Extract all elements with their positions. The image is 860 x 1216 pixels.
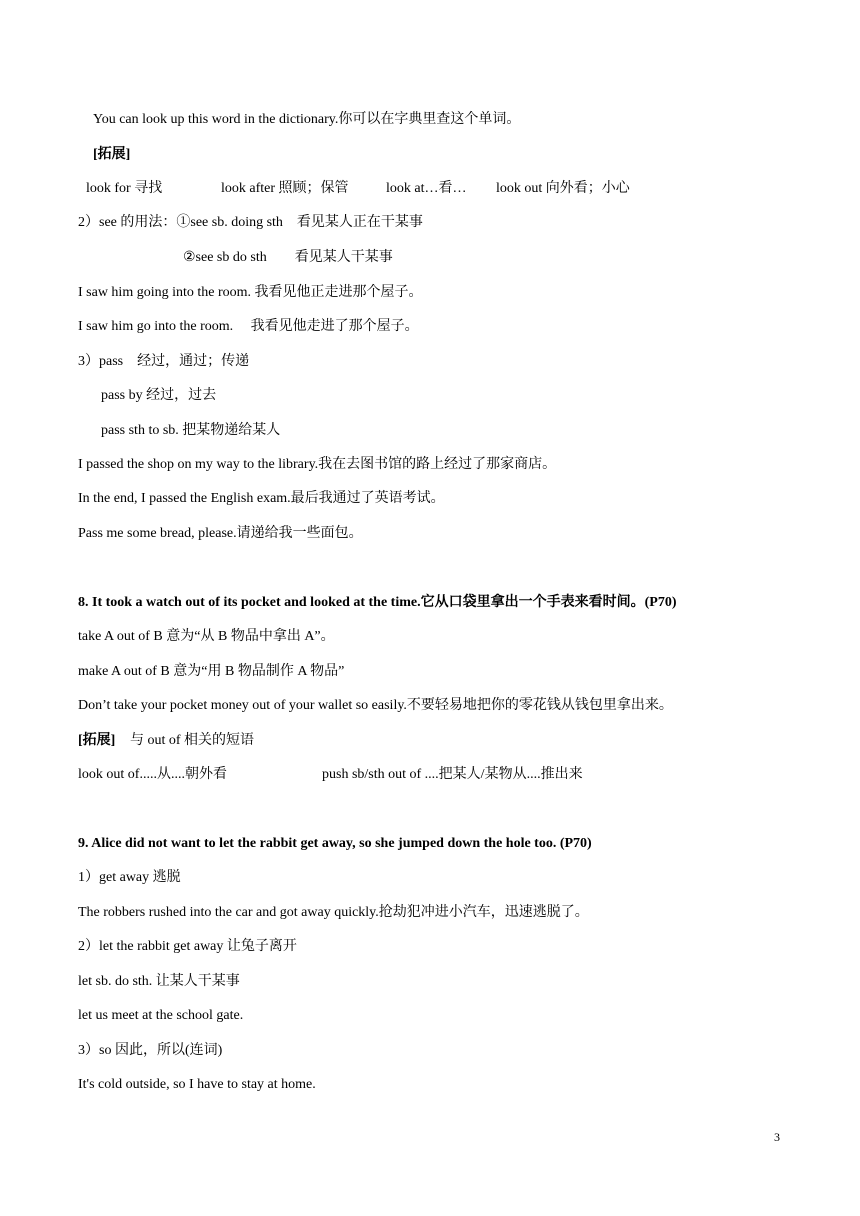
extension-description: 与 out of 相关的短语 — [130, 733, 255, 748]
extension-label: [拓展] — [78, 733, 116, 748]
example-sentence: The robbers rushed into the car and got away quickly.抢劫犯冲进小汽车，迅速逃脱了。 — [78, 905, 589, 920]
example-sentence: It's cold outside, so I have to stay at home. — [78, 1077, 316, 1092]
phrase-item: look after 照顾；保管 — [221, 181, 349, 196]
example-sentence: In the end, I passed the English exam.最后我通过了英语考试。 — [78, 491, 445, 506]
explanation: take A out of B 意为“从 B 物品中拿出 A”。 — [78, 629, 335, 644]
phrase-item: look at…看… — [386, 181, 467, 196]
example-sentence: Don’t take your pocket money out of your wallet so easily.不要轻易地把你的零花钱从钱包里拿出来。 — [78, 698, 673, 713]
section-heading: 9. Alice did not want to let the rabbit get away, so she jumped down the hole too. (P70) — [78, 836, 592, 851]
explanation: make A out of B 意为“用 B 物品制作 A 物品” — [78, 664, 345, 679]
usage-heading: 2）see 的用法：①see sb. doing sth 看见某人正在干某事 — [78, 215, 423, 230]
example-sentence: I saw him go into the room. 我看见他走进了那个屋子。 — [78, 319, 419, 334]
phrase-item: pass sth to sb. 把某物递给某人 — [101, 423, 281, 438]
example-sentence: let us meet at the school gate. — [78, 1008, 244, 1023]
usage-heading: 3）pass 经过，通过；传递 — [78, 354, 250, 369]
phrase-item: look out 向外看；小心 — [496, 181, 630, 196]
example-sentence: You can look up this word in the dictionary.你可以在字典里查这个单词。 — [93, 112, 521, 127]
example-sentence: Pass me some bread, please.请递给我一些面包。 — [78, 526, 363, 541]
example-sentence: I passed the shop on my way to the library.我在去图书馆的路上经过了那家商店。 — [78, 457, 557, 472]
usage-heading: 2）let the rabbit get away 让兔子离开 — [78, 939, 297, 954]
phrase-item: look out of.....从....朝外看 — [78, 767, 227, 782]
phrase-item: look for 寻找 — [86, 181, 163, 196]
phrase-item: pass by 经过，过去 — [101, 388, 217, 403]
usage-item: ②see sb do sth 看见某人干某事 — [183, 250, 393, 265]
usage-heading: 3）so 因此，所以(连词) — [78, 1043, 223, 1058]
explanation: let sb. do sth. 让某人干某事 — [78, 974, 240, 989]
example-sentence: I saw him going into the room. 我看见他正走进那个屋子。 — [78, 285, 423, 300]
extension-label: [拓展] — [93, 147, 131, 162]
section-heading: 8. It took a watch out of its pocket and looked at the time.它从口袋里拿出一个手表来看时间。(P70) — [78, 595, 677, 610]
phrase-item: push sb/sth out of ....把某人/某物从....推出来 — [322, 767, 583, 782]
usage-heading: 1）get away 逃脱 — [78, 870, 181, 885]
page-number: 3 — [774, 1130, 780, 1144]
